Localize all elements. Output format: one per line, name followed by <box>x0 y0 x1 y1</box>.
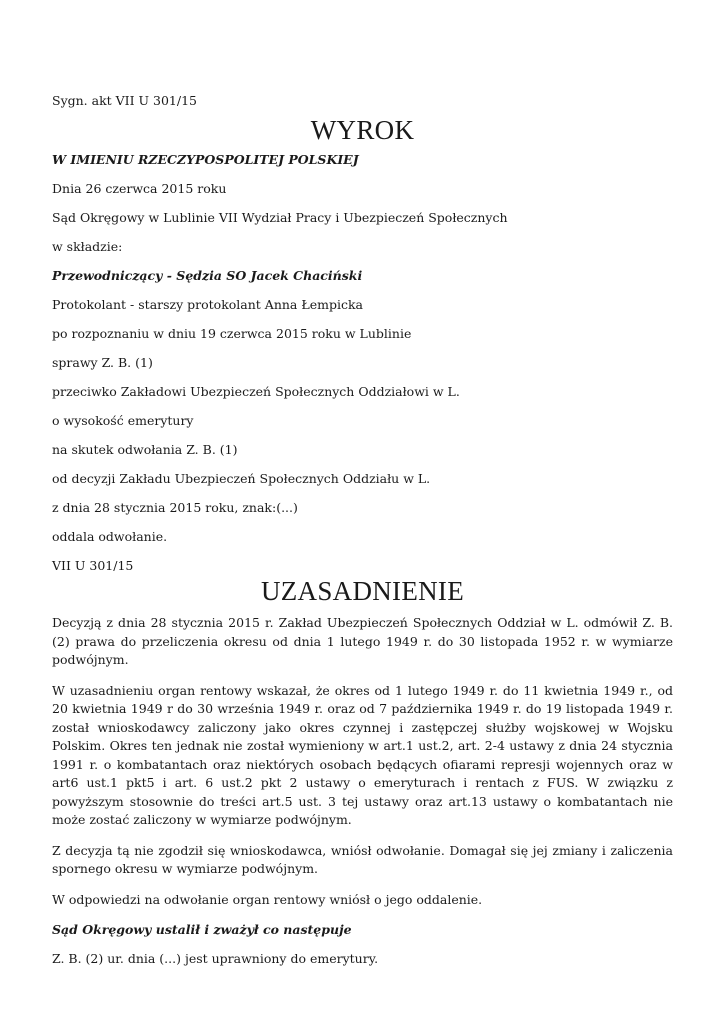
justification-paragraph: W uzasadnieniu organ rentowy wskazał, że okres od 1 lutego 1949 r. do 11 kwietnia 1949 r., od 20 kwietnia 1949 r do 30 września 1949 r. oraz od 7 października 1949 r. do 19 listopada 1949 r. został wnioskodawcy zaliczony jako okres czynnej i zastępczej służby wojskowej w Wojsku Polskim. Okres ten jednak nie został wymieniony w art.1 ust.2, art. 2-4 ustawy z dnia 24 stycznia 1991 r. o kombatantach oraz niektórych osobach będących ofiarami represji wojennych oraz w art6 ust.1 pkt5 i art. 6 ust.2 pkt 2 ustawy o emeryturach i rentach z FUS. W związku z powyższym stosownie do treści art.5 ust. 3 tej ustawy oraz art.13 ustawy o kombatantach nie może zostać zaliczony w wymiarze podwójnym. <box>52 682 673 827</box>
ruling: oddala odwołanie. <box>52 529 168 544</box>
justification-paragraph: Decyzją z dnia 28 stycznia 2015 r. Zakład Ubezpieczeń Społecznych Oddział w L. odmówił Z. B. (2) prawa do przeliczenia okresu od dnia 1 lutego 1949 r. do 30 listopada 1952 r. w wymiarze podwójnym. <box>52 615 673 667</box>
document-page <box>52 92 673 979</box>
appeal-info: na skutek odwołania Z. B. (1) <box>52 442 238 457</box>
court-clerk: Protokolant - starszy protokolant Anna Łempicka <box>52 297 363 312</box>
findings-heading: Sąd Okręgowy ustalił i zważył co następuje <box>52 922 352 937</box>
justification-title: UZASADNIENIE <box>260 576 465 606</box>
findings-first-line: Z. B. (2) ur. dnia (...) jest uprawniony do emerytury. <box>52 951 379 966</box>
composition-label: w składzie: <box>52 239 123 254</box>
decision-source: od decyzji Zakładu Ubezpieczeń Społecznych Oddziału w L. <box>52 471 431 486</box>
court-name: Sąd Okręgowy w Lublinie VII Wydział Pracy i Ubezpieczeń Społecznych <box>52 210 508 225</box>
verdict-title: WYROK <box>310 115 415 145</box>
opposing-party: przeciwko Zakładowi Ubezpieczeń Społecznych Oddziałowi w L. <box>52 384 460 399</box>
justification-case-number: VII U 301/15 <box>52 558 134 573</box>
presiding-judge: Przewodniczący - Sędzia SO Jacek Chaciński <box>52 268 363 283</box>
case-subject: o wysokość emerytury <box>52 413 194 428</box>
justification-paragraph: Z decyzja tą nie zgodził się wnioskodawca, wniósł odwołanie. Domagał się jej zmiany i zaliczenia spornego okresu w wymiarze podwójnym. <box>52 842 673 876</box>
in-name-of-republic: W IMIENIU RZECZYPOSPOLITEJ POLSKIEJ <box>52 152 359 167</box>
hearing-info: po rozpoznaniu w dniu 19 czerwca 2015 roku w Lublinie <box>52 326 412 341</box>
case-number: Sygn. akt VII U 301/15 <box>52 93 198 108</box>
justification-paragraph: W odpowiedzi na odwołanie organ rentowy wniósł o jego oddalenie. <box>52 891 483 907</box>
case-party: sprawy Z. B. (1) <box>52 355 153 370</box>
verdict-date: Dnia 26 czerwca 2015 roku <box>52 181 227 196</box>
decision-date: z dnia 28 stycznia 2015 roku, znak:(...) <box>52 500 298 515</box>
